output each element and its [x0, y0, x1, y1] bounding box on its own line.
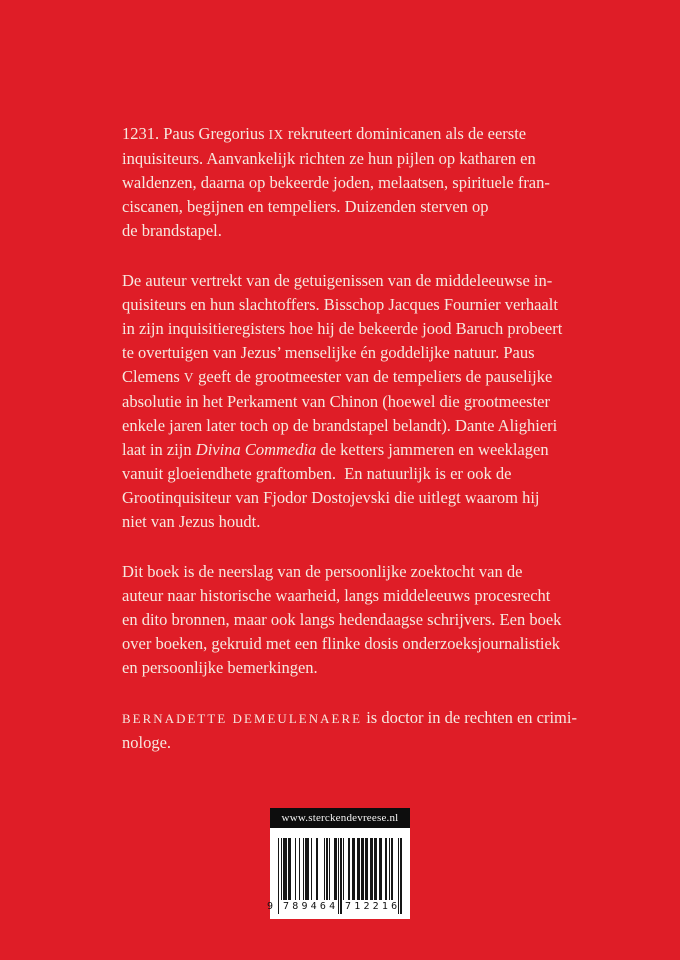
barcode-bar	[303, 838, 304, 900]
barcode-bar	[286, 838, 287, 900]
blurb-line: De auteur vertrekt van de getuigenissen van de middeleeuwse in-	[122, 271, 553, 290]
barcode-bar	[376, 838, 377, 900]
blurb-line: Clemens V geeft de grootmeester van de tempeliers de pauselijke	[122, 367, 553, 386]
isbn-digit-group-2: 789464	[283, 901, 339, 912]
barcode-bar	[308, 838, 309, 900]
barcode-bar	[381, 838, 382, 900]
barcode-block	[267, 808, 410, 919]
blurb-line: vanuit gloeiendhete graftomben. En natuurlijk is er ook de	[122, 464, 512, 483]
blurb-paragraph	[122, 122, 574, 243]
blurb-line: in zijn inquisitieregisters hoe hij de bekeerde jood Baruch probeert	[122, 319, 563, 338]
blurb-paragraph	[122, 560, 574, 680]
barcode-bar	[343, 838, 344, 900]
barcode-bar	[389, 838, 390, 900]
isbn-digits	[267, 900, 402, 914]
barcode-bar	[391, 838, 392, 900]
isbn-digit-group-1: 9	[267, 901, 274, 912]
barcode	[267, 828, 410, 919]
isbn-digit-group-3: 712216	[342, 900, 398, 914]
blurb-line: over boeken, gekruid met een flinke dosis onderzoeksjournalistiek	[122, 634, 561, 653]
blurb-line: absolutie in het Perkament van Chinon (hoewel die grootmeester	[122, 392, 550, 411]
blurb-line: nologe.	[122, 733, 172, 752]
blurb	[122, 122, 577, 755]
blurb-line: en dito bronnen, maar ook langs hedendaagse schrijvers. Een boek	[122, 610, 562, 629]
blurb-line: niet van Jezus houdt.	[122, 512, 261, 531]
blurb-line: auteur naar historische waarheid, langs middeleeuws procesrecht	[122, 586, 551, 605]
barcode-bar	[363, 838, 364, 900]
blurb-line: laat in zijn Divina Commedia de ketters jammeren en weeklagen	[122, 440, 549, 459]
barcode-bar	[335, 838, 336, 900]
barcode-bar	[359, 838, 360, 900]
blurb-line: Dit boek is de neerslag van de persoonlijke zoektocht van de	[122, 562, 523, 581]
blurb-line: waldenzen, daarna op bekeerde joden, melaatsen, spirituele fran-	[122, 173, 550, 192]
blurb-line: quisiteurs en hun slachtoffers. Bisschop Jacques Fournier verhaalt	[122, 295, 558, 314]
barcode-bar	[386, 838, 387, 900]
blurb-line: Grootinquisiteur van Fjodor Dostojevski die uitlegt waarom hij	[122, 488, 540, 507]
barcode-bar	[326, 838, 327, 900]
barcode-bar	[372, 838, 373, 900]
barcode-bar	[348, 838, 349, 900]
blurb-line: 1231. Paus Gregorius IX rekruteert dominicanen als de eerste	[122, 124, 527, 143]
blurb-line: te overtuigen van Jezus’ menselijke én goddelijke natuur. Paus	[122, 343, 535, 362]
barcode-bar	[329, 838, 330, 900]
blurb-paragraph	[122, 706, 577, 755]
blurb-line: de brandstapel.	[122, 221, 222, 240]
blurb-line: en persoonlijke bemerkingen.	[122, 658, 318, 677]
barcode-bar	[290, 838, 291, 900]
barcode-bar	[353, 838, 354, 900]
blurb-paragraph	[122, 269, 574, 534]
barcode-bar	[299, 838, 300, 900]
barcode-bar	[317, 838, 318, 900]
barcode-bar	[295, 838, 296, 900]
barcode-bar	[311, 838, 312, 900]
barcode-bar	[324, 838, 325, 900]
publisher-website: www.sterckendevreese.nl	[270, 808, 410, 828]
blurb-line: ciscanen, begijnen en tempeliers. Duizenden sterven op	[122, 197, 489, 216]
blurb-line: inquisiteurs. Aanvankelijk richten ze hun pijlen op katharen en	[122, 149, 536, 168]
blurb-line: BERNADETTE DEMEULENAERE is doctor in de rechten en crimi-	[122, 708, 577, 727]
blurb-line: enkele jaren later toch op de brandstapel belandt). Dante Alighieri	[122, 416, 558, 435]
barcode-bar	[366, 838, 367, 900]
